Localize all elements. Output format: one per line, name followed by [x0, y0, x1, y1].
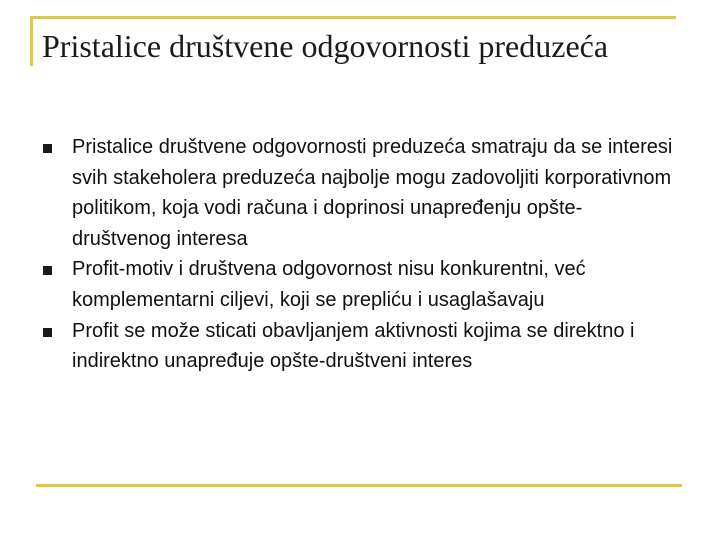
bullet-text: Profit se može sticati obavljanjem aktivnosti kojima se direktno i indirektno unapređuje opšte-društveni interes [72, 319, 635, 373]
bullet-item [40, 316, 680, 377]
bullet-item [40, 132, 680, 254]
bullet-text: Profit-motiv i društvena odgovornost nisu konkurentni, već komplementarni ciljevi, koji se prepliću i usaglašavaju [72, 258, 586, 311]
square-bullet-icon [43, 328, 52, 337]
bullet-item [40, 254, 680, 315]
bullet-list [40, 132, 680, 377]
title-frame-left-rule [30, 16, 33, 66]
slide-title: Pristalice društvene odgovornosti preduzeća [42, 28, 609, 64]
square-bullet-icon [43, 266, 52, 275]
bottom-rule [36, 484, 682, 487]
square-bullet-icon [43, 144, 52, 153]
bullet-text: Pristalice društvene odgovornosti preduzeća smatraju da se interesi svih stakeholera preduzeća najbolje mogu zadovoljiti korporativnom politikom, koja vodi računa i doprinosi unapređenju opšte-društvenog interesa [72, 136, 673, 250]
title-frame-top-rule [30, 16, 676, 19]
